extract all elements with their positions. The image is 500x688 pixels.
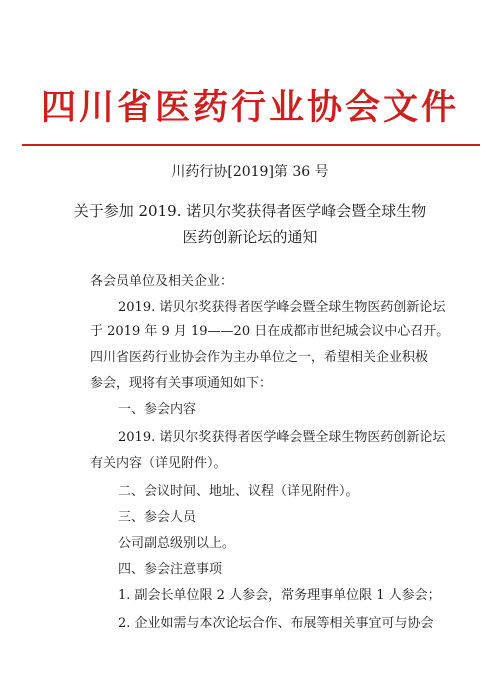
section-3-heading: 三、参会人员 (118, 510, 197, 525)
section-4-item-1: 1. 副会长单位限 2 人参会，常务理事单位限 1 人参会； (118, 588, 441, 603)
section-4-heading: 四、参会注意事项 (118, 562, 223, 577)
salutation: 各会员单位及相关企业： (90, 274, 234, 289)
notice-title-line-2: 医药创新论坛的通知 (182, 228, 318, 246)
masthead-divider (22, 144, 480, 146)
masthead-title: 四川省医药行业协会文件 (40, 87, 459, 128)
paragraph-1-line-4: 参会，现将有关事项通知如下： (90, 376, 273, 391)
notice-title-line-1: 关于参加 2019. 诺贝尔奖获得者医学峰会暨全球生物 (73, 202, 427, 220)
section-2-heading: 二、会议时间、地址、议程（详见附件）。 (118, 484, 359, 499)
section-3-line-1: 公司副总级别以上。 (118, 536, 236, 551)
paragraph-1-line-2: 于 2019 年 9 月 19——20 日在成都市世纪城会议中心召开。 (90, 324, 450, 339)
section-1-line-1: 2019. 诺贝尔奖获得者医学峰会暨全球生物医药创新论坛 (118, 430, 446, 445)
paragraph-1-line-1: 2019. 诺贝尔奖获得者医学峰会暨全球生物医药创新论坛 (118, 300, 446, 315)
paragraph-1-line-3: 四川省医药行业协会作为主办单位之一，希望相关企业积极 (90, 350, 429, 365)
document-number: 川药行协[2019]第 36 号 (171, 164, 329, 180)
section-1-line-2: 有关内容（详见附件）。 (90, 456, 227, 471)
section-4-item-2: 2. 企业如需与本次论坛合作、布展等相关事宜可与协会 (118, 616, 434, 631)
section-1-heading: 一、参会内容 (118, 402, 197, 417)
notice-title (40, 198, 460, 250)
